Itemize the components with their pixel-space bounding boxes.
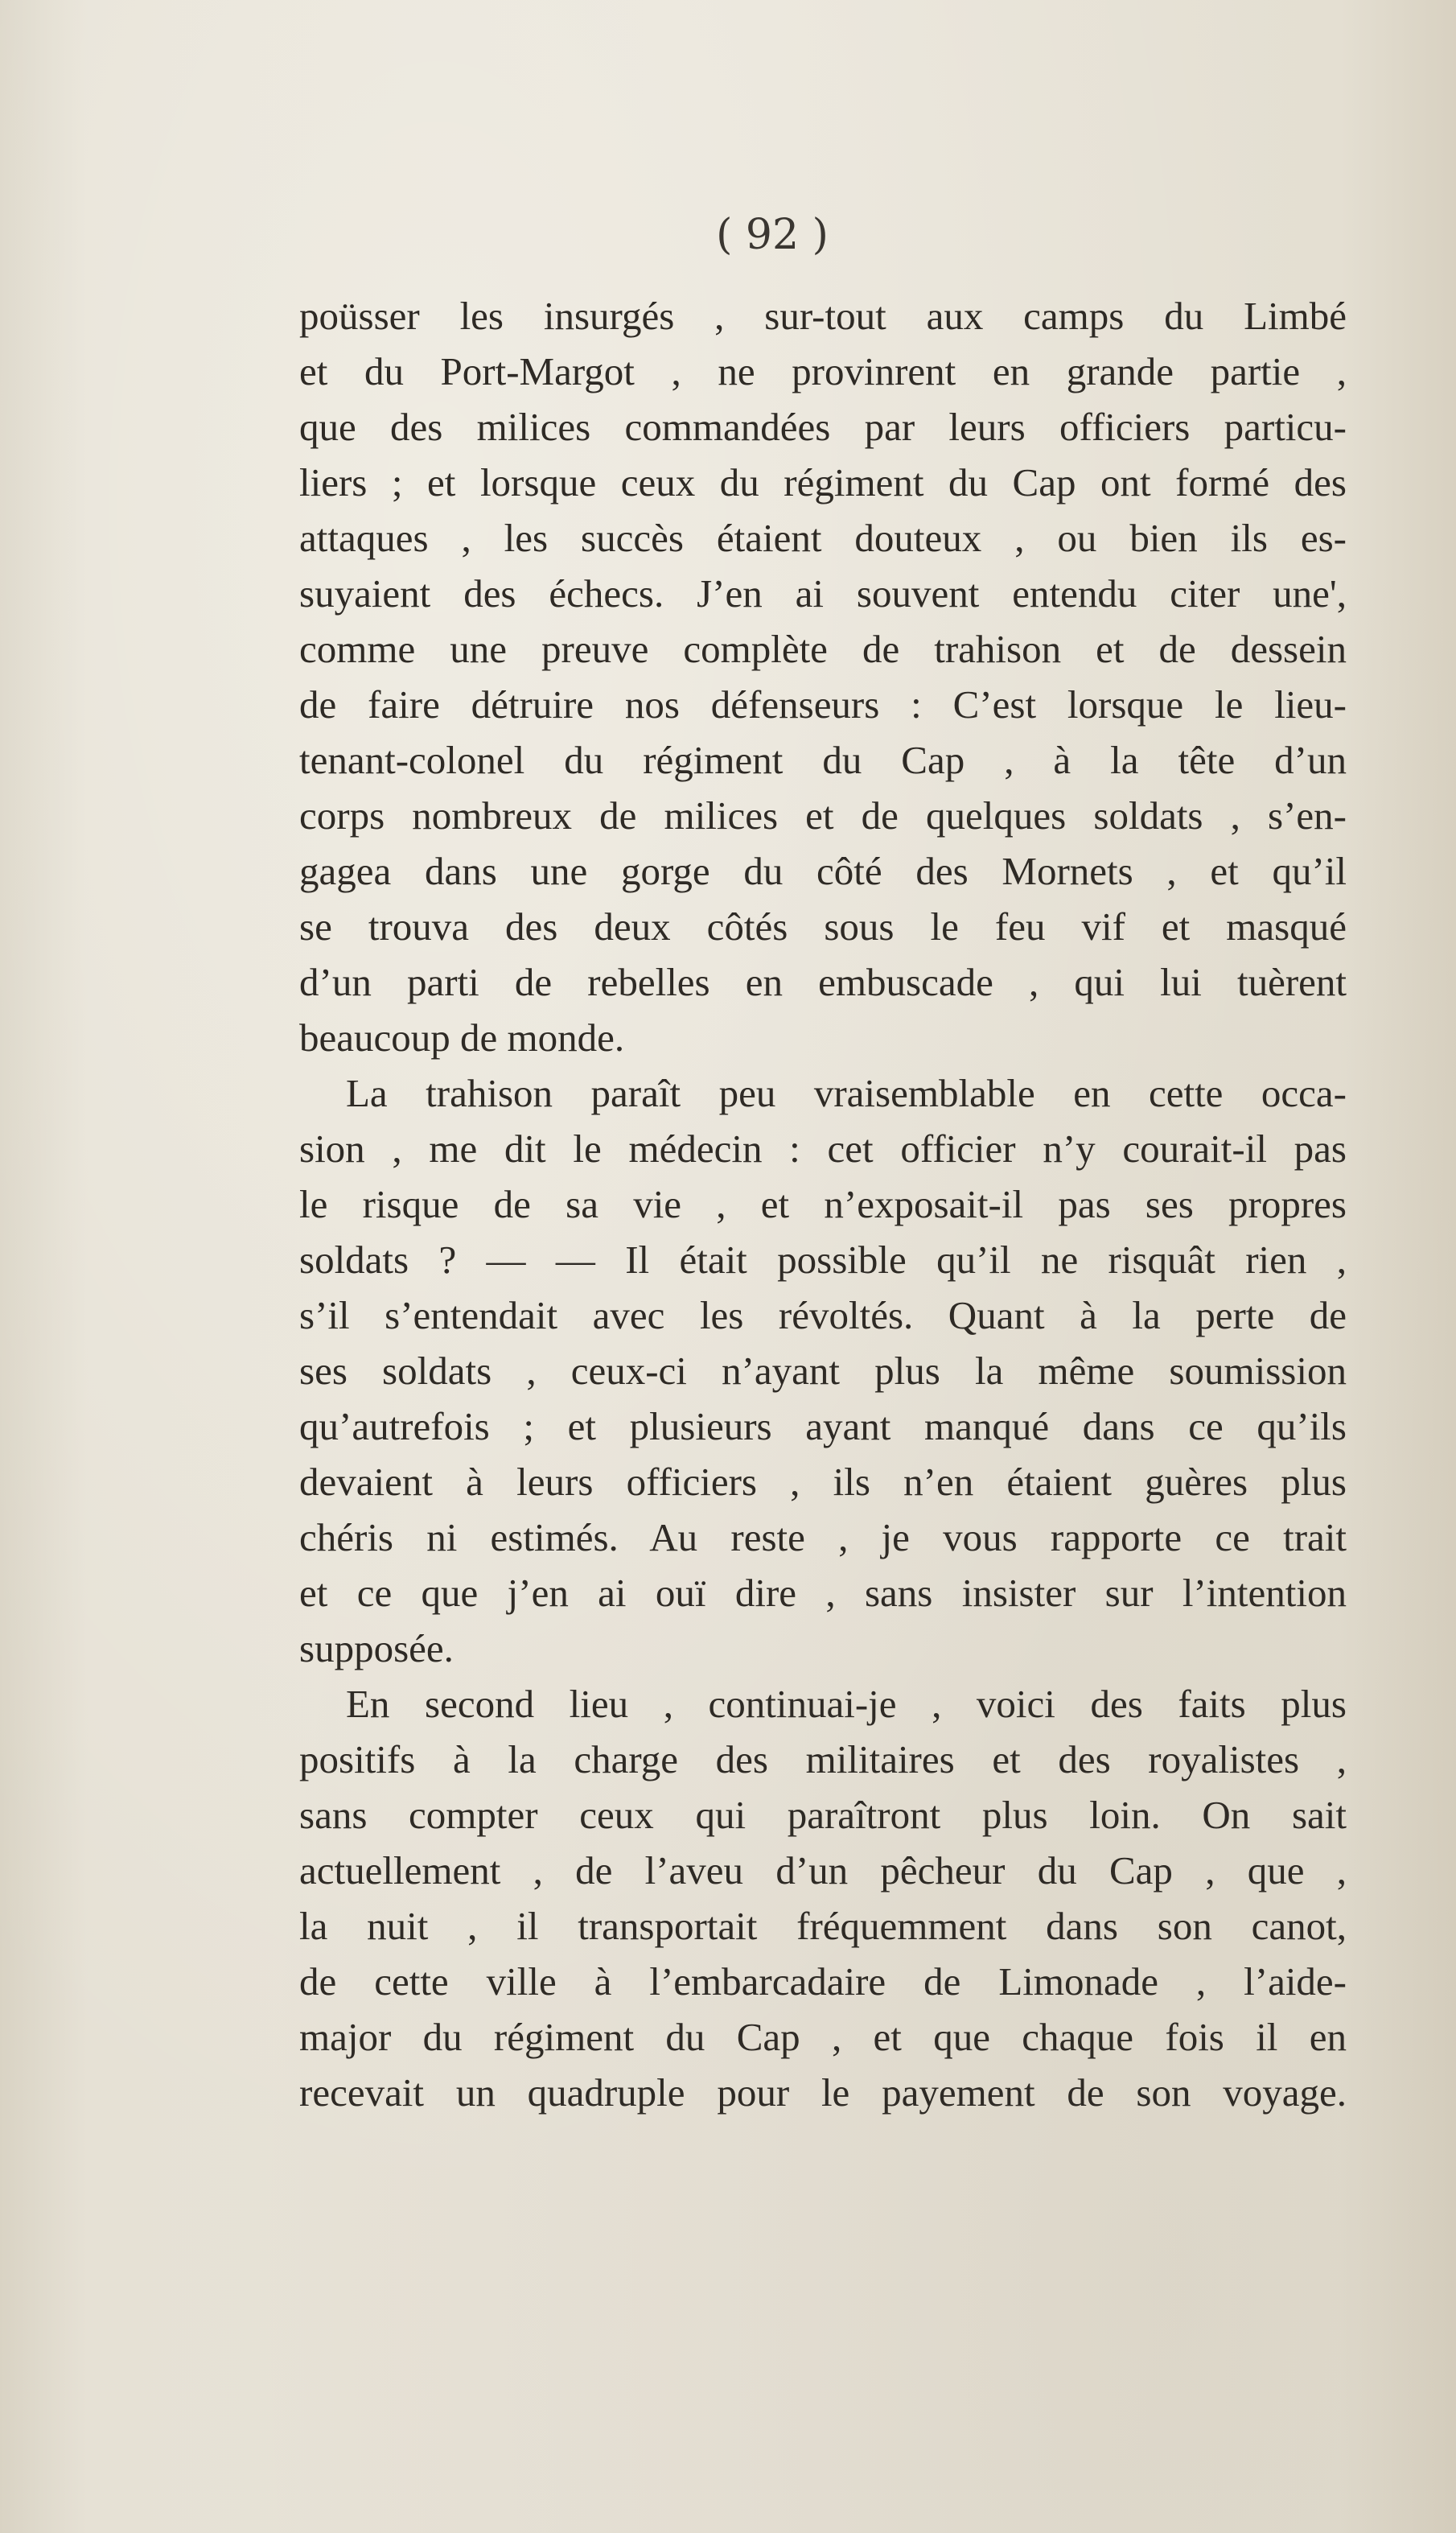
text-line: supposée.: [299, 1626, 454, 1670]
text-line: la nuit , il transportait fréquemment dans son canot,: [299, 1904, 1347, 1948]
text-line: de cette ville à l’embarcadaire de Limonade , l’aide-: [299, 1959, 1347, 2004]
text-line: gagea dans une gorge du côté des Mornets , et qu’il: [299, 849, 1347, 893]
text-line: liers ; et lorsque ceux du régiment du Cap ont formé des: [299, 460, 1347, 505]
text-line: qu’autrefois ; et plusieurs ayant manqué dans ce qu’ils: [299, 1404, 1347, 1448]
text-line: devaient à leurs officiers , ils n’en étaient guères plus: [299, 1460, 1347, 1504]
text-line: La trahison paraît peu vraisemblable en cette occa-: [346, 1071, 1347, 1115]
text-line: et du Port-Margot , ne provinrent en grande partie ,: [299, 349, 1347, 393]
text-line: s’il s’entendait avec les révoltés. Quant à la perte de: [299, 1293, 1347, 1337]
text-line: suyaient des échecs. J’en ai souvent entendu citer une',: [299, 571, 1347, 616]
text-line: d’un parti de rebelles en embuscade , qui lui tuèrent: [299, 960, 1347, 1004]
paragraph-2: [299, 1065, 1347, 1676]
text-line: que des milices commandées par leurs officiers particu-: [299, 405, 1347, 449]
body-text: [299, 288, 1347, 2120]
text-line: recevait un quadruple pour le payement de son voyage.: [299, 2070, 1347, 2115]
text-line: tenant-colonel du régiment du Cap , à la tête d’un: [299, 738, 1347, 782]
paragraph-3: [299, 1676, 1347, 2120]
page-number: ( 92 ): [716, 211, 829, 259]
text-line: de faire détruire nos défenseurs : C’est lorsque le lieu-: [299, 682, 1347, 727]
text-line: beaucoup de monde.: [299, 1015, 625, 1060]
text-line: sans compter ceux qui paraîtront plus loin. On sait: [299, 1793, 1347, 1837]
text-line: et ce que j’en ai ouï dire , sans insister sur l’intention: [299, 1571, 1347, 1615]
text-line: sion , me dit le médecin : cet officier n’y courait-il pas: [299, 1126, 1347, 1171]
text-line: corps nombreux de milices et de quelques soldats , s’en-: [299, 793, 1347, 838]
text-line: positifs à la charge des militaires et des royalistes ,: [299, 1737, 1347, 1781]
text-line: chéris ni estimés. Au reste , je vous rapporte ce trait: [299, 1515, 1347, 1559]
paragraph-1: [299, 288, 1347, 1065]
text-line: comme une preuve complète de trahison et de dessein: [299, 627, 1347, 671]
text-line: poüsser les insurgés , sur-tout aux camps du Limbé: [299, 294, 1347, 338]
text-line: le risque de sa vie , et n’exposait-il pas ses propres: [299, 1182, 1347, 1226]
text-line: se trouva des deux côtés sous le feu vif et masqué: [299, 904, 1347, 949]
text-line: soldats ? — — Il était possible qu’il ne risquât rien ,: [299, 1238, 1347, 1282]
text-line: En second lieu , continuai-je , voici des faits plus: [346, 1682, 1347, 1726]
text-line: ses soldats , ceux-ci n’ayant plus la même soumission: [299, 1349, 1347, 1393]
text-line: actuellement , de l’aveu d’un pêcheur du Cap , que ,: [299, 1848, 1347, 1893]
text-line: major du régiment du Cap , et que chaque fois il en: [299, 2015, 1347, 2059]
text-line: attaques , les succès étaient douteux , ou bien ils es-: [299, 516, 1347, 560]
